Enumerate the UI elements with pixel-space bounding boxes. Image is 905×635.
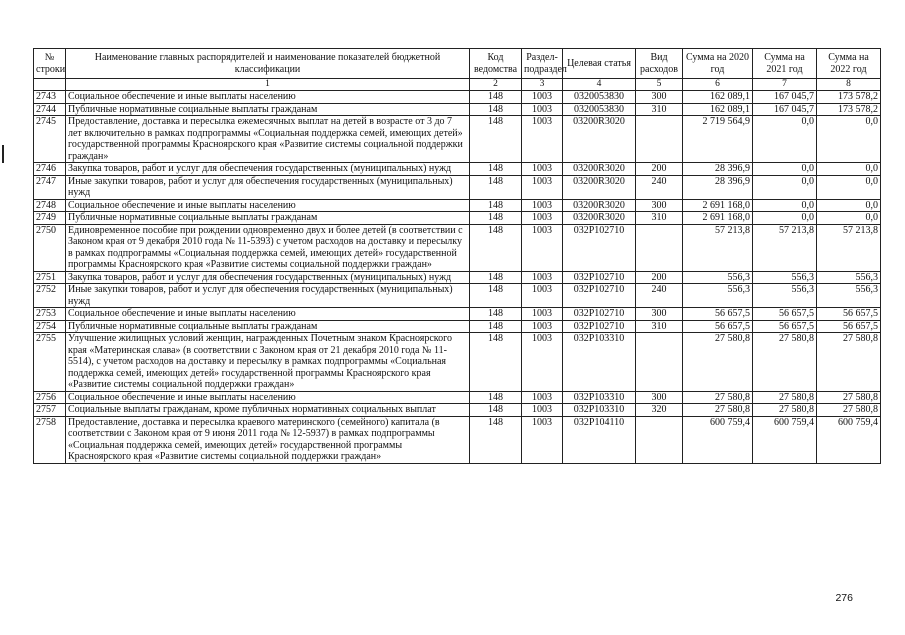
header-article: Целевая статья <box>563 49 636 79</box>
header-kind: Вид расходов <box>636 49 683 79</box>
table-body <box>34 91 881 464</box>
column-number: 1 <box>66 79 470 91</box>
header-row-no: № строки <box>34 49 66 79</box>
row-article: 03200R3020 <box>563 175 636 199</box>
row-number: 2755 <box>34 333 66 392</box>
table-row <box>34 91 881 104</box>
row-article: 0320053830 <box>563 91 636 104</box>
row-sum-2021: 167 045,7 <box>753 91 817 104</box>
row-sum-2022: 173 578,2 <box>817 91 881 104</box>
row-sum-2022: 0,0 <box>817 212 881 225</box>
row-number: 2746 <box>34 163 66 176</box>
row-sum-2020: 600 759,4 <box>683 416 753 463</box>
row-number: 2743 <box>34 91 66 104</box>
row-dept-code: 148 <box>470 416 522 463</box>
row-section: 1003 <box>522 212 563 225</box>
row-sum-2020: 56 657,5 <box>683 320 753 333</box>
table-row <box>34 163 881 176</box>
row-name: Закупка товаров, работ и услуг для обеспечения государственных (муниципальных) нужд <box>66 271 470 284</box>
table-row <box>34 416 881 463</box>
row-sum-2021: 27 580,8 <box>753 333 817 392</box>
table-row <box>34 333 881 392</box>
row-expense-kind: 310 <box>636 320 683 333</box>
row-article: 03200R3020 <box>563 163 636 176</box>
row-expense-kind: 300 <box>636 199 683 212</box>
row-article: 03200R3020 <box>563 116 636 163</box>
header-name: Наименование главных распорядителей и наименование показателей бюджетной классификации <box>66 49 470 79</box>
row-number: 2747 <box>34 175 66 199</box>
row-article: 032P102710 <box>563 308 636 321</box>
row-dept-code: 148 <box>470 284 522 308</box>
table-row <box>34 212 881 225</box>
row-section: 1003 <box>522 163 563 176</box>
column-number: 4 <box>563 79 636 91</box>
table-row <box>34 308 881 321</box>
row-name: Публичные нормативные социальные выплаты гражданам <box>66 103 470 116</box>
row-expense-kind: 240 <box>636 175 683 199</box>
row-dept-code: 148 <box>470 199 522 212</box>
row-sum-2020: 162 089,1 <box>683 91 753 104</box>
row-sum-2022: 27 580,8 <box>817 333 881 392</box>
row-sum-2021: 0,0 <box>753 163 817 176</box>
row-sum-2020: 27 580,8 <box>683 404 753 417</box>
row-sum-2021: 556,3 <box>753 284 817 308</box>
row-name: Публичные нормативные социальные выплаты гражданам <box>66 320 470 333</box>
column-number: 2 <box>470 79 522 91</box>
row-sum-2022: 0,0 <box>817 175 881 199</box>
row-expense-kind: 300 <box>636 91 683 104</box>
header-sum-2020: Сумма на 2020 год <box>683 49 753 79</box>
row-number: 2752 <box>34 284 66 308</box>
row-expense-kind <box>636 224 683 271</box>
row-sum-2020: 2 719 564,9 <box>683 116 753 163</box>
row-expense-kind: 320 <box>636 404 683 417</box>
row-name: Предоставление, доставка и пересылка краевого материнского (семейного) капитала (в соответствии с Законом края от 9 июня 2011 года № 12-5937) в рамках подпрограммы «Социальная поддержка семей, имеющих детей» государственной программы Красноярского края «Развитие системы социальной поддержки граждан» <box>66 416 470 463</box>
row-sum-2022: 556,3 <box>817 284 881 308</box>
row-section: 1003 <box>522 284 563 308</box>
row-sum-2021: 0,0 <box>753 199 817 212</box>
row-expense-kind <box>636 416 683 463</box>
row-name: Социальное обеспечение и иные выплаты населению <box>66 308 470 321</box>
row-name: Социальное обеспечение и иные выплаты населению <box>66 91 470 104</box>
row-sum-2020: 27 580,8 <box>683 391 753 404</box>
row-name: Социальные выплаты гражданам, кроме публичных нормативных социальных выплат <box>66 404 470 417</box>
row-sum-2022: 0,0 <box>817 116 881 163</box>
row-dept-code: 148 <box>470 103 522 116</box>
row-expense-kind: 200 <box>636 271 683 284</box>
table-row <box>34 116 881 163</box>
row-expense-kind: 200 <box>636 163 683 176</box>
table-row <box>34 404 881 417</box>
row-sum-2020: 162 089,1 <box>683 103 753 116</box>
row-article: 032P104110 <box>563 416 636 463</box>
row-number: 2756 <box>34 391 66 404</box>
row-expense-kind <box>636 116 683 163</box>
row-expense-kind: 310 <box>636 103 683 116</box>
page-number: 276 <box>835 592 853 604</box>
row-dept-code: 148 <box>470 224 522 271</box>
row-dept-code: 148 <box>470 271 522 284</box>
row-number: 2745 <box>34 116 66 163</box>
row-article: 03200R3020 <box>563 199 636 212</box>
row-sum-2021: 57 213,8 <box>753 224 817 271</box>
row-sum-2021: 556,3 <box>753 271 817 284</box>
row-article: 032P103310 <box>563 404 636 417</box>
row-article: 0320053830 <box>563 103 636 116</box>
row-number: 2754 <box>34 320 66 333</box>
row-section: 1003 <box>522 224 563 271</box>
row-sum-2021: 0,0 <box>753 175 817 199</box>
header-section: Раздел-подраздел <box>522 49 563 79</box>
column-number: 7 <box>753 79 817 91</box>
row-name: Закупка товаров, работ и услуг для обеспечения государственных (муниципальных) нужд <box>66 163 470 176</box>
row-name: Социальное обеспечение и иные выплаты населению <box>66 391 470 404</box>
row-sum-2021: 56 657,5 <box>753 308 817 321</box>
column-number: 3 <box>522 79 563 91</box>
row-sum-2022: 556,3 <box>817 271 881 284</box>
row-section: 1003 <box>522 271 563 284</box>
row-number: 2750 <box>34 224 66 271</box>
margin-mark <box>2 145 4 163</box>
row-section: 1003 <box>522 308 563 321</box>
row-sum-2020: 28 396,9 <box>683 163 753 176</box>
row-section: 1003 <box>522 175 563 199</box>
row-article: 032P102710 <box>563 271 636 284</box>
row-name: Предоставление, доставка и пересылка ежемесячных выплат на детей в возрасте от 3 до 7 лет включительно в рамках подпрограммы «Социальная поддержка семей, имеющих детей» государственной программы Красноярского края «Развитие системы социальной поддержки граждан» <box>66 116 470 163</box>
row-name: Улучшение жилищных условий женщин, награжденных Почетным знаком Красноярского края «Материнская слава» (в соответствии с Законом края от 21 декабря 2010 года № 11-5514), с учетом расходов на доставку и пересылку в рамках подпрограммы «Социальная поддержка семей, имеющих детей» государственной программы Красноярского края «Развитие системы социальной поддержки граждан» <box>66 333 470 392</box>
row-expense-kind: 300 <box>636 391 683 404</box>
row-name: Иные закупки товаров, работ и услуг для обеспечения государственных (муниципальных) нужд <box>66 175 470 199</box>
header-sum-2022: Сумма на 2022 год <box>817 49 881 79</box>
row-section: 1003 <box>522 320 563 333</box>
row-section: 1003 <box>522 333 563 392</box>
row-name: Единовременное пособие при рождении одновременно двух и более детей (в соответствии с Законом края от 9 декабря 2010 года № 11-5393) с учетом расходов на доставку и пересылку в рамках подпрограммы «Социальная поддержка семей, имеющих детей» государственной программы Красноярского края «Развитие системы социальной поддержки граждан» <box>66 224 470 271</box>
row-sum-2022: 27 580,8 <box>817 404 881 417</box>
row-sum-2022: 173 578,2 <box>817 103 881 116</box>
row-section: 1003 <box>522 199 563 212</box>
row-dept-code: 148 <box>470 91 522 104</box>
row-dept-code: 148 <box>470 391 522 404</box>
row-number: 2751 <box>34 271 66 284</box>
row-dept-code: 148 <box>470 212 522 225</box>
row-section: 1003 <box>522 103 563 116</box>
row-sum-2021: 167 045,7 <box>753 103 817 116</box>
table-row <box>34 175 881 199</box>
row-dept-code: 148 <box>470 333 522 392</box>
row-sum-2021: 600 759,4 <box>753 416 817 463</box>
column-number <box>34 79 66 91</box>
row-dept-code: 148 <box>470 175 522 199</box>
table-row <box>34 284 881 308</box>
row-dept-code: 148 <box>470 116 522 163</box>
row-expense-kind: 310 <box>636 212 683 225</box>
table-row <box>34 271 881 284</box>
row-sum-2022: 0,0 <box>817 199 881 212</box>
row-sum-2021: 0,0 <box>753 116 817 163</box>
row-sum-2020: 556,3 <box>683 284 753 308</box>
column-number: 5 <box>636 79 683 91</box>
row-section: 1003 <box>522 404 563 417</box>
row-section: 1003 <box>522 416 563 463</box>
row-article: 032P102710 <box>563 320 636 333</box>
row-name: Иные закупки товаров, работ и услуг для обеспечения государственных (муниципальных) нужд <box>66 284 470 308</box>
row-number: 2749 <box>34 212 66 225</box>
row-sum-2022: 0,0 <box>817 163 881 176</box>
row-dept-code: 148 <box>470 320 522 333</box>
column-number-row <box>34 79 881 91</box>
row-name: Публичные нормативные социальные выплаты гражданам <box>66 212 470 225</box>
table-row <box>34 224 881 271</box>
row-expense-kind: 300 <box>636 308 683 321</box>
header-dept: Код ведомства <box>470 49 522 79</box>
column-number: 8 <box>817 79 881 91</box>
row-sum-2022: 600 759,4 <box>817 416 881 463</box>
row-dept-code: 148 <box>470 404 522 417</box>
column-number: 6 <box>683 79 753 91</box>
row-sum-2021: 0,0 <box>753 212 817 225</box>
table-row <box>34 320 881 333</box>
row-number: 2748 <box>34 199 66 212</box>
row-sum-2020: 2 691 168,0 <box>683 199 753 212</box>
row-sum-2020: 56 657,5 <box>683 308 753 321</box>
row-sum-2022: 27 580,8 <box>817 391 881 404</box>
row-sum-2021: 27 580,8 <box>753 391 817 404</box>
row-article: 032P103310 <box>563 391 636 404</box>
row-sum-2021: 56 657,5 <box>753 320 817 333</box>
row-section: 1003 <box>522 116 563 163</box>
row-dept-code: 148 <box>470 308 522 321</box>
row-section: 1003 <box>522 91 563 104</box>
row-number: 2757 <box>34 404 66 417</box>
header-sum-2021: Сумма на 2021 год <box>753 49 817 79</box>
row-expense-kind <box>636 333 683 392</box>
row-sum-2022: 57 213,8 <box>817 224 881 271</box>
row-article: 032P103310 <box>563 333 636 392</box>
table-row <box>34 199 881 212</box>
row-sum-2022: 56 657,5 <box>817 320 881 333</box>
header-row <box>34 49 881 79</box>
row-number: 2758 <box>34 416 66 463</box>
row-number: 2744 <box>34 103 66 116</box>
row-dept-code: 148 <box>470 163 522 176</box>
row-article: 03200R3020 <box>563 212 636 225</box>
row-sum-2022: 56 657,5 <box>817 308 881 321</box>
row-sum-2020: 57 213,8 <box>683 224 753 271</box>
row-sum-2021: 27 580,8 <box>753 404 817 417</box>
row-section: 1003 <box>522 391 563 404</box>
row-article: 032P102710 <box>563 224 636 271</box>
table-row <box>34 391 881 404</box>
row-sum-2020: 2 691 168,0 <box>683 212 753 225</box>
row-sum-2020: 556,3 <box>683 271 753 284</box>
budget-table <box>33 48 881 464</box>
row-name: Социальное обеспечение и иные выплаты населению <box>66 199 470 212</box>
row-expense-kind: 240 <box>636 284 683 308</box>
row-number: 2753 <box>34 308 66 321</box>
table-row <box>34 103 881 116</box>
row-sum-2020: 28 396,9 <box>683 175 753 199</box>
row-sum-2020: 27 580,8 <box>683 333 753 392</box>
row-article: 032P102710 <box>563 284 636 308</box>
